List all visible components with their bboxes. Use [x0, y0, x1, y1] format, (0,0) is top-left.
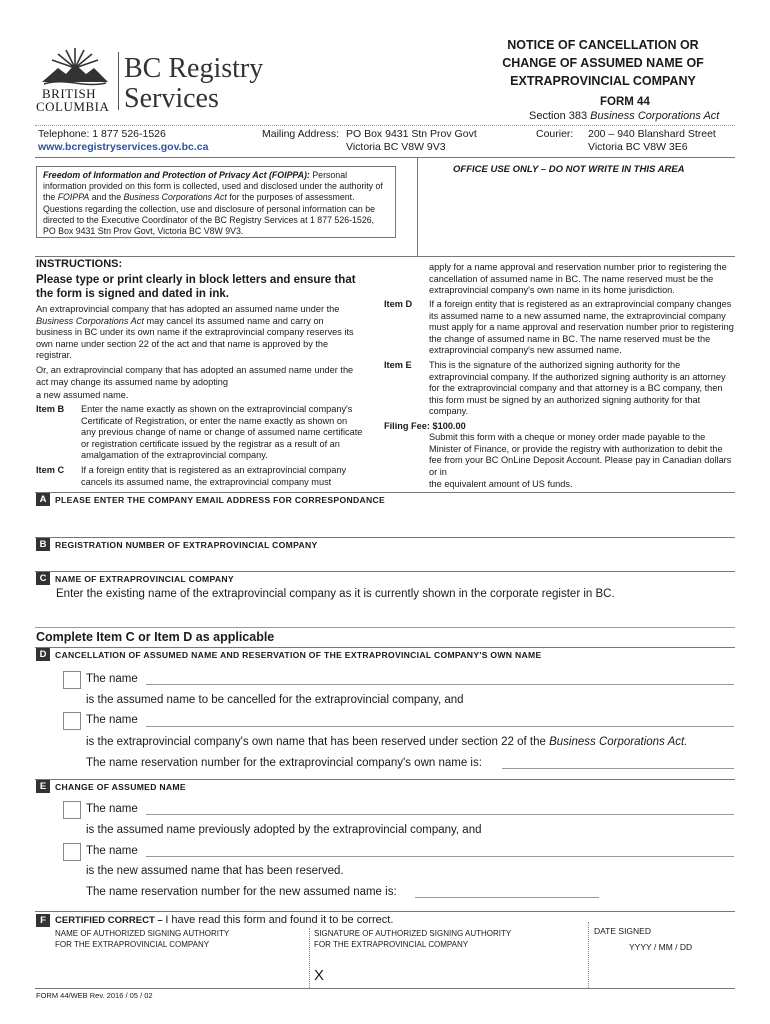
item-b-label: Item B: [36, 404, 65, 414]
section-f-bottom-rule: [35, 988, 735, 989]
courier-line-2: Victoria BC V8W 3E6: [588, 141, 688, 153]
mailing-line-2: Victoria BC V8W 9V3: [346, 141, 446, 153]
certified-text: I have read this form and found it to be correct.: [165, 914, 394, 926]
section-act: Business Corporations Act: [590, 110, 720, 122]
e-reservation-label: The name reservation number for the new assumed name is:: [86, 886, 397, 898]
f-divider-1: [309, 928, 311, 988]
office-use-label: OFFICE USE ONLY – DO NOT WRITE IN THIS AREA: [453, 164, 685, 175]
filing-fee-text: Submit this form with a cheque or money order made payable to the Minister of Finance, or provide the registry with authorization to debit the fee from your BC OnLine Deposit Account. Please pay in Canadian dollars or in: [429, 432, 732, 477]
foippa-text-2: and the: [89, 192, 124, 203]
lead-line-2: the form is signed and dated in ink.: [36, 288, 229, 300]
courier-label: Courier:: [536, 128, 574, 140]
section-f-rule: [35, 911, 735, 912]
complete-heading: Complete Item C or Item D as applicable: [36, 630, 275, 644]
logo-divider: [118, 52, 119, 110]
sun-mountain-icon: [36, 46, 114, 86]
date-format: YYYY / MM / DD: [629, 942, 693, 952]
d-name-1-checkbox[interactable]: [63, 671, 81, 689]
section-e-rule: [35, 779, 735, 780]
section-d-rule: [35, 647, 735, 648]
foippa-notice: [36, 166, 396, 238]
section-f-tag: F: [36, 914, 50, 927]
lead-line-1: Please type or print clearly in block letters and ensure that: [36, 274, 356, 286]
certified-correct: [55, 914, 393, 926]
item-b-text: Enter the name exactly as shown on the extraprovincial company's Certificate of Registration, or enter the name exactly as shown on any previous change of name or change of assumed name certificate or registration certificate issued by the registrar as a result of an amalgamation of the extraprovincial company.: [81, 404, 363, 460]
brand-line-1: BC Registry: [124, 53, 264, 84]
f-col2-line-1: SIGNATURE OF AUTHORIZED SIGNING AUTHORITY: [314, 929, 512, 938]
title-line-1: NOTICE OF CANCELLATION OR: [507, 38, 699, 52]
instructions-para-3: a new assumed name.: [36, 390, 129, 400]
mailing-label: Mailing Address:: [262, 128, 340, 140]
bc-logo: [36, 46, 114, 112]
section-e-tag: E: [36, 780, 50, 793]
foippa-text-1: Personal information provided on this form is collected, used and disclosed under the authority of the: [43, 170, 383, 203]
d-name-1-text: is the assumed name to be cancelled for the extraprovincial company, and: [86, 694, 464, 706]
foippa-act-2: Business Corporations Act: [123, 192, 227, 203]
signer-name-label: [55, 929, 229, 950]
d-name-1-label: The name: [86, 673, 138, 685]
signature-input[interactable]: [330, 952, 582, 986]
date-input[interactable]: [594, 955, 734, 985]
d-text-2a: is the extraprovincial company's own name that has been reserved under section 22 of the: [86, 736, 550, 748]
signature-label: [314, 929, 511, 950]
form-number: FORM 44: [600, 96, 650, 108]
section-b-tag: B: [36, 538, 50, 551]
filing-fee-label: Filing Fee: $100.00: [384, 421, 466, 431]
courier-line-1: 200 – 940 Blanshard Street: [588, 128, 716, 140]
registration-number-input[interactable]: [55, 552, 735, 568]
form-footer: FORM 44/WEB Rev. 2016 / 05 / 02: [36, 991, 153, 1000]
signature-mark: X: [314, 967, 325, 984]
section-a-tag: A: [36, 493, 50, 506]
e-reservation-input[interactable]: [415, 897, 599, 898]
section-d-tag: D: [36, 648, 50, 661]
section-d-label: CANCELLATION OF ASSUMED NAME AND RESERVATION OF THE EXTRAPROVINCIAL COMPANY'S OWN NAME: [55, 650, 542, 660]
e-name-1-input[interactable]: [146, 814, 734, 815]
logo-text-1: BRITISH: [42, 86, 97, 101]
e-name-1-label: The name: [86, 803, 138, 815]
item-e-text: This is the signature of the authorized signing authority for the extraprovincial company. If the authorized signing authority is an attorney for the extraprovincial company and that attorney is a BC company, then this form must be signed by an authorized signing authority for that company.: [429, 360, 726, 416]
section-b-rule: [35, 537, 735, 538]
e-name-2-text: is the new assumed name that has been reserved.: [86, 865, 344, 877]
d-name-2-label: The name: [86, 714, 138, 726]
title-line-3: EXTRAPROVINCIAL COMPANY: [510, 74, 696, 88]
company-name-input[interactable]: [55, 604, 735, 624]
section-reference: [529, 110, 719, 122]
d-name-2-checkbox[interactable]: [63, 712, 81, 730]
f-col1-line-1: NAME OF AUTHORIZED SIGNING AUTHORITY: [55, 929, 230, 938]
p1-text-a: An extraprovincial company that has adopted an assumed name under the: [36, 304, 340, 314]
d-reservation-label: The name reservation number for the extraprovincial company's own name is:: [86, 757, 482, 769]
certified-label: CERTIFIED CORRECT –: [55, 915, 166, 926]
brand-line-2: Services: [124, 83, 219, 114]
form-title: [470, 36, 736, 90]
e-name-2-checkbox[interactable]: [63, 843, 81, 861]
item-c-label: Item C: [36, 465, 65, 475]
instructions-top-rule: [35, 256, 735, 257]
section-a-label: PLEASE ENTER THE COMPANY EMAIL ADDRESS FOR CORRESPONDANCE: [55, 495, 386, 505]
filing-fee-text-2: the equivalent amount of US funds.: [429, 479, 573, 489]
f-col1-line-2: FOR THE EXTRAPROVINCIAL COMPANY: [55, 939, 210, 949]
d-name-2-text: [86, 736, 687, 748]
section-c-label: NAME OF EXTRAPROVINCIAL COMPANY: [55, 574, 234, 584]
instructions-heading: INSTRUCTIONS:: [36, 258, 123, 270]
signer-name-input[interactable]: [55, 952, 303, 986]
instructions-lead: [36, 273, 356, 301]
instructions-para-1: [36, 304, 356, 362]
date-signed-label: DATE SIGNED: [594, 926, 651, 936]
item-d-text: If a foreign entity that is registered as an extraprovincial company changes its assumed name to a new assumed name, the extraprovincial company must apply for a name approval and reservation number prior to registering the change of assumed name in BC. The name reserved must be the extraprovincial company's new assumed name.: [429, 299, 734, 355]
item-c-continued: apply for a name approval and reservation number prior to registering the cancellation of assumed name in BC. The name reserved must be the extraprovincial company's own name in its home jurisdiction.: [429, 262, 727, 295]
e-name-2-label: The name: [86, 845, 138, 857]
telephone: Telephone: 1 877 526-1526: [38, 128, 166, 140]
item-e-label: Item E: [384, 360, 412, 370]
mailing-line-1: PO Box 9431 Stn Prov Govt: [346, 128, 477, 140]
company-name-hint: Enter the existing name of the extraprovincial company as it is currently shown in the corporate register in BC.: [56, 588, 615, 600]
d-text-2-act: Business Corporations Act.: [549, 736, 688, 748]
section-c-tag: C: [36, 572, 50, 585]
email-input[interactable]: [55, 510, 735, 534]
item-c-text: If a foreign entity that is registered as an extraprovincial company cancels its assumed name, the extraprovincial company must: [81, 465, 347, 487]
section-c-rule: [35, 571, 735, 572]
logo-text-2: COLUMBIA: [36, 99, 110, 114]
instructions-para-2: Or, an extraprovincial company that has adopted an assumed name under the act may change its assumed name by adopting: [36, 365, 354, 387]
e-name-1-checkbox[interactable]: [63, 801, 81, 819]
d-reservation-input[interactable]: [502, 768, 734, 769]
title-line-2: CHANGE OF ASSUMED NAME OF: [502, 56, 704, 70]
d-name-1-input[interactable]: [146, 684, 734, 685]
section-prefix: Section 383: [529, 110, 591, 122]
section-b-label: REGISTRATION NUMBER OF EXTRAPROVINCIAL COMPANY: [55, 540, 318, 550]
foippa-title: Freedom of Information and Protection of Privacy Act (FOIPPA):: [43, 170, 310, 180]
e-name-1-text: is the assumed name previously adopted by the extraprovincial company, and: [86, 824, 482, 836]
item-d-label: Item D: [384, 299, 413, 309]
p1-act: Business Corporations Act: [36, 315, 144, 326]
header-rule: [35, 125, 735, 126]
foippa-act-1: FOIPPA: [57, 192, 90, 203]
d-name-2-input[interactable]: [146, 726, 734, 727]
website-link[interactable]: www.bcregistryservices.gov.bc.ca: [38, 141, 209, 153]
e-name-2-input[interactable]: [146, 856, 734, 857]
f-divider-2: [588, 922, 590, 988]
foippa-text-3: for the purposes of assessment. Questions regarding the collection, use and disclosure of personal information can be directed to the Executive Coordinator of the BC Registry Services at 1 877 526-1526, PO Box 9431 Stn Prov Govt, Victoria BC V8W 9V3.: [43, 192, 376, 237]
section-e-label: CHANGE OF ASSUMED NAME: [55, 782, 186, 792]
f-col2-line-2: FOR THE EXTRAPROVINCIAL COMPANY: [314, 939, 469, 949]
complete-rule: [35, 627, 735, 628]
section-a-rule: [35, 492, 735, 493]
p1-text-b: may cancel its assumed name and carry on business in BC under its own name if the extraprovincial company reserves its own name under section 22 of the act and that name is approved by the registrar.: [36, 315, 354, 360]
